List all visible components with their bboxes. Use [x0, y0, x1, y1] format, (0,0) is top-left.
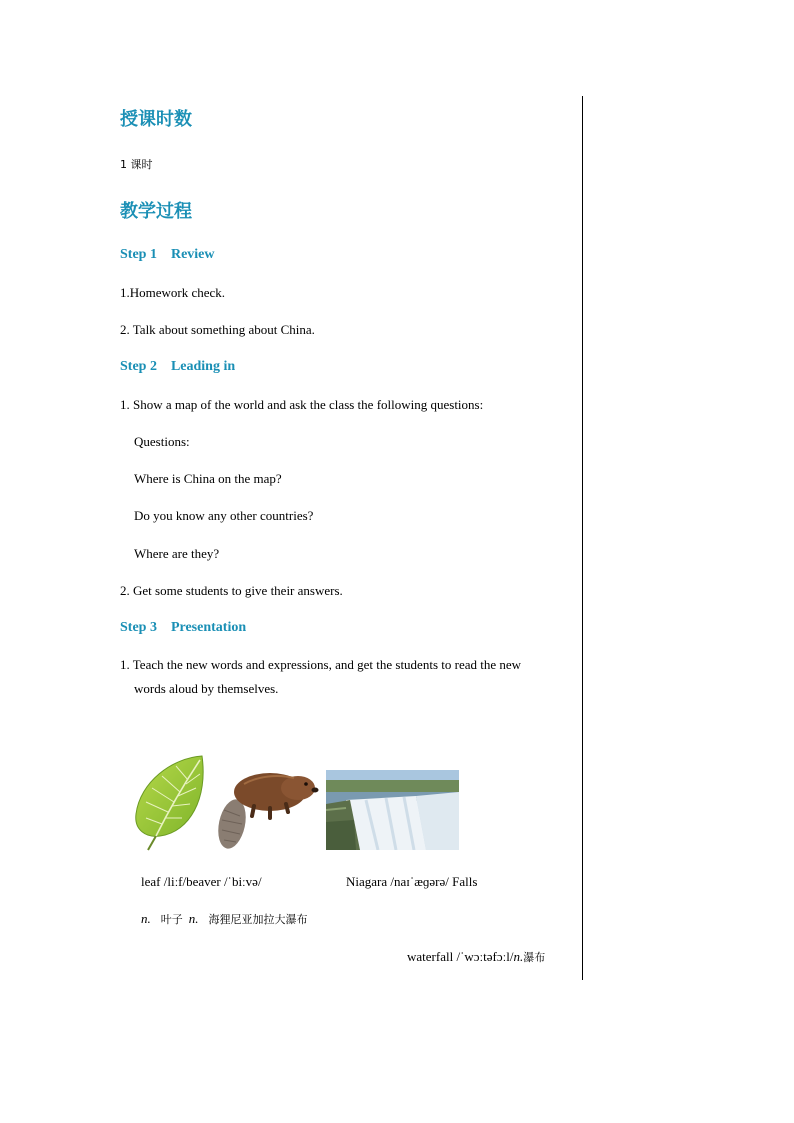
niagara-falls-image [326, 770, 459, 850]
step1-item-1: 1.Homework check. [120, 285, 226, 300]
vocab-meanings-row [141, 910, 308, 928]
step3-item-1 [120, 653, 578, 701]
step3-item-1-line-2: words aloud by themselves. [134, 681, 279, 696]
teaching-process-heading: 教学过程 [120, 201, 192, 222]
vertical-margin-rule [582, 96, 583, 980]
step1-name: Review [170, 247, 215, 262]
noun-abbr: n. [188, 911, 199, 926]
question-1: Where is China on the map? [134, 471, 282, 486]
step3-name: Presentation [170, 620, 247, 635]
step3-heading [120, 620, 246, 636]
noun-abbr: n. [141, 911, 151, 926]
step1-number: Step 1 [120, 247, 157, 262]
question-3: Where are they? [134, 546, 220, 561]
step2-item-2: 2. Get some students to give their answers. [120, 583, 343, 598]
step3-item-1-line-1: 1. Teach the new words and expressions, and get the students to read the new [120, 657, 522, 672]
vocab-niagara: Niagara /naɪˈæɡərə/ Falls [346, 874, 478, 889]
class-hours-heading: 授课时数 [120, 109, 192, 130]
meaning-beaver-niagara: 海狸尼亚加拉大瀑布 [208, 913, 308, 926]
step1-item-2: 2. Talk about something about China. [120, 322, 315, 337]
vocab-waterfall [407, 948, 545, 966]
step2-number: Step 2 [120, 359, 157, 374]
step2-name: Leading in [170, 359, 236, 374]
step1-heading [120, 247, 215, 263]
leaf-image [132, 752, 212, 852]
meaning-waterfall: 瀑布 [523, 951, 546, 964]
step3-number: Step 3 [120, 620, 157, 635]
step2-heading [120, 359, 235, 375]
class-hours-value: 1 课时 [120, 158, 153, 171]
noun-abbr: n. [513, 949, 524, 964]
beaver-image [214, 766, 320, 852]
questions-label: Questions: [134, 434, 190, 449]
step2-item-1: 1. Show a map of the world and ask the class the following questions: [120, 397, 484, 412]
meaning-leaf: 叶子 [160, 913, 183, 926]
waterfall-word: waterfall /ˈwɔːtəfɔːl/ [407, 949, 514, 964]
vocab-leaf-beaver: leaf /liːf/beaver /ˈbiːvə/ [141, 874, 262, 889]
question-2: Do you know any other countries? [134, 508, 314, 523]
